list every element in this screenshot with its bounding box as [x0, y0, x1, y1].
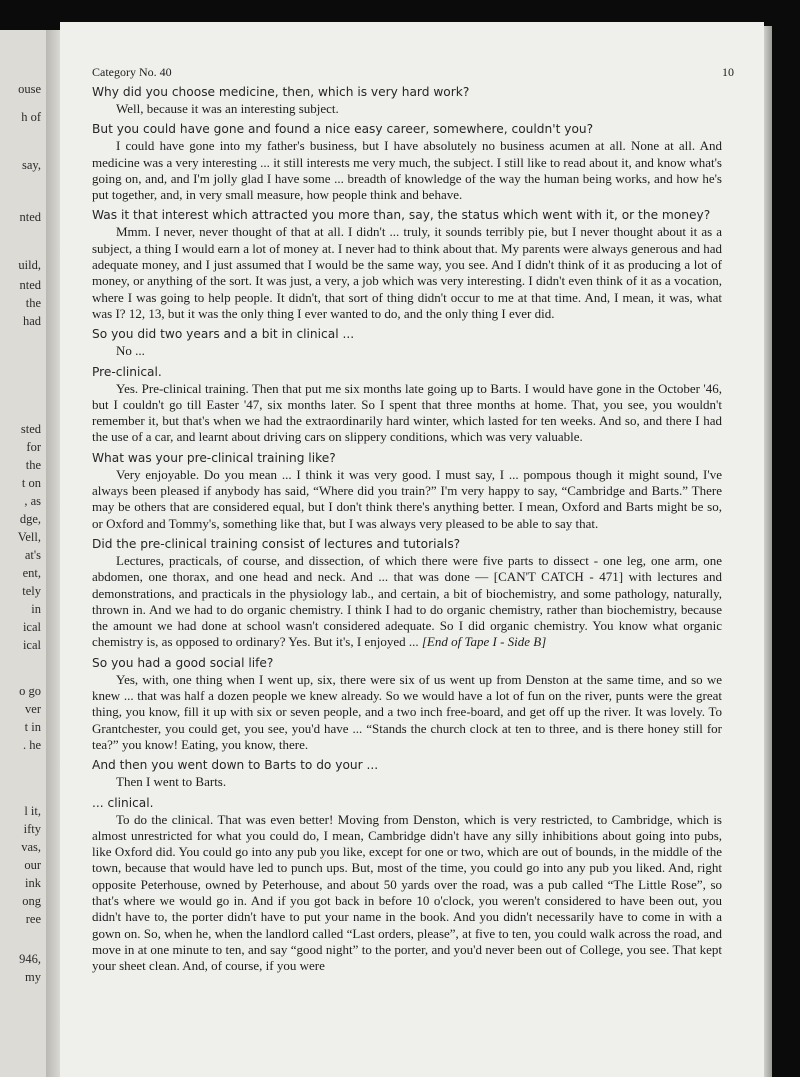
left-page-text-fragment: t on: [21, 476, 41, 490]
interview-answer: [92, 467, 722, 532]
interview-answer: [92, 381, 722, 446]
left-page-text-fragment: vas,: [21, 840, 41, 854]
left-page-text-fragment: o go: [19, 684, 41, 698]
book-gutter: [46, 30, 60, 1077]
answer-text: Then I went to Barts.: [116, 774, 227, 790]
answer-text: No ...: [116, 343, 145, 359]
left-page-text-fragment: ong: [22, 894, 41, 908]
interview-question: [92, 327, 722, 342]
left-page-text-fragment: ifty: [23, 822, 41, 836]
interview-answer: [92, 774, 722, 790]
left-page-text-fragment: . he: [22, 738, 41, 752]
left-page-text-fragment: ree: [25, 912, 41, 926]
question-text: Pre-clinical.: [92, 364, 162, 379]
left-page-text-fragment: 946,: [19, 952, 41, 966]
page-content: [92, 65, 734, 974]
interview-answer: [92, 101, 722, 117]
left-page-text-fragment: at's: [24, 548, 41, 562]
interview-question: [92, 365, 722, 380]
question-text: What was your pre-clinical training like?: [92, 450, 336, 465]
page-edge: [764, 26, 772, 1077]
question-text: Was it that interest which attracted you more than, say, the status which went with it, or the money?: [92, 208, 711, 223]
answer-text: Very enjoyable. Do you mean ... I think it was very good. I must say, I ... pompous though it might sound, I've always been pleased if anybody has said, “Where did you train?” I'm very happy to say, “Cambridge and Barts.” There may be others that are considered equal, but I don't think there's anything better. I mean, Oxford and Barts might be so, or Oxford and Tommy's, something like that, but I was always very pleased to be able to say that.: [92, 466, 722, 531]
left-page-text-fragment: the: [25, 458, 41, 472]
left-page-text-fragment: tely: [22, 584, 41, 598]
page-header: [92, 65, 734, 80]
question-text: But you could have gone and found a nice easy career, somewhere, couldn't you?: [92, 122, 594, 137]
answer-text: Well, because it was an interesting subject.: [116, 101, 339, 116]
left-page-text-fragment: for: [26, 440, 41, 454]
question-text: So you did two years and a bit in clinical ...: [92, 327, 355, 342]
interview-answer: [92, 672, 722, 753]
left-page-text-fragment: say,: [22, 158, 41, 172]
question-text: Did the pre-clinical training consist of lectures and tutorials?: [92, 536, 461, 551]
left-page-text-fragment: uild,: [18, 258, 41, 272]
interview-question: [92, 122, 722, 137]
category-label: Category No. 40: [92, 65, 172, 79]
left-page-text-fragment: ical: [22, 638, 41, 652]
left-page-text-fragment: in: [31, 602, 41, 616]
answer-text: Yes, with, one thing when I went up, six, there were six of us went up from Denston at the same time, and so we knew ... that was half a dozen people we knew already. So we would have a lot of fun on the river, punts were the great thing, you know, fill it up with six or seven people, and a two inch free-board, and get off up the river. It was lovely. To Grantchester, you could get, you see, you'd have ... “Stands the church clock at ten to three, and is there honey still for tea?” you know! Eating, you know, there.: [92, 671, 722, 752]
interview-question: [92, 451, 722, 466]
interview-answer: [92, 553, 722, 651]
question-text: ... clinical.: [92, 795, 154, 810]
left-page-text-fragment: my: [25, 970, 41, 984]
answer-text: I could have gone into my father's business, but I have absolutely no business acumen at all. None at all. And medicine was a very interesting ... it still interests me very much, the subject. I still like to read about it, and know what's going on, and, and I'm jolly glad I have some ... breadth of knowledge of the way the human being works, and how he's put together, and, in very small measure, how people think and behave.: [92, 138, 722, 203]
left-page-text-fragment: had: [22, 314, 41, 328]
transcript-body: [92, 85, 722, 974]
left-page-text-fragment: ver: [25, 702, 41, 716]
interview-question: [92, 796, 722, 811]
interview-question: [92, 208, 722, 223]
interview-answer: [92, 343, 722, 359]
left-page-text-fragment: h of: [21, 110, 41, 124]
question-text: And then you went down to Barts to do your ...: [92, 758, 379, 773]
interview-answer: [92, 138, 722, 203]
interview-answer: [92, 812, 722, 975]
answer-text: Lectures, practicals, of course, and dissection, of which there were five parts to dissect - one leg, one arm, one abdomen, one thorax, and one head and neck. And ... that was done — [CAN'T CATCH - 471] with lectures and demonstrations, and practicals in the physiology lab., and certain, a bit of biochemistry, and some pathology, naturally, thrown in. And we had to do organic chemistry. I think I had to do organic chemistry, rather than biochemistry, because the amount we had done at school wasn't considered adequate. So I did organic chemistry. You know what organic chemistry is, as opposed to ordinary? Yes. But it's, I enjoyed ...: [92, 552, 722, 650]
left-page-text-fragment: ical: [22, 620, 41, 634]
left-facing-page: [0, 30, 46, 1077]
interview-question: [92, 758, 722, 773]
left-page-text-fragment: nted: [19, 210, 41, 224]
interview-answer: [92, 224, 722, 322]
tape-marker: [End of Tape I - Side B]: [421, 634, 547, 650]
left-page-text-fragment: sted: [20, 422, 41, 436]
left-page-text-fragment: , as: [24, 494, 41, 508]
left-page-text-fragment: l it,: [24, 804, 41, 818]
left-page-text-fragment: nted: [19, 278, 41, 292]
left-page-text-fragment: our: [24, 858, 41, 872]
interview-question: [92, 537, 722, 552]
interview-question: [92, 656, 722, 671]
left-page-text-fragment: t in: [24, 720, 41, 734]
question-text: Why did you choose medicine, then, which is very hard work?: [92, 85, 470, 99]
question-text: So you had a good social life?: [92, 655, 274, 670]
answer-text: To do the clinical. That was even better! Moving from Denston, which is very restricted, to Cambridge, which is almost unrestricted for what you could do, I mean, Cambridge didn't have any silly inhibitions about going into pubs, like Oxford did. You could go into any pub you like, except for one or two, which are out of bounds, in the middle of the town, because that would have led to punch ups. But, most of the time, you could go into any pub you liked. And, right opposite Peterhouse, owned by Peterhouse, and about 50 yards over the road, was a pub called “The Little Rose”, so that's where we would go in. And if you got back in before 10 o'clock, you weren't considered to have been out, you didn't have to, the porter didn't have to put your name in the book. And you didn't necessarily have to come in with a gown on. So, when he, when the landlord called “Last orders, please”, at five to ten, you could walk across the road, and move in at one minute to ten, and say “good night” to the porter, and you'd never been out of College, you see. That kept your sheet clean. And, of course, if you were: [92, 811, 722, 974]
interview-question: [92, 85, 722, 100]
left-page-text-fragment: ouse: [18, 82, 41, 96]
left-page-text-fragment: dge,: [19, 512, 41, 526]
left-page-text-fragment: the: [25, 296, 41, 310]
left-page-text-fragment: ent,: [22, 566, 41, 580]
left-page-text-fragment: ink: [25, 876, 41, 890]
answer-text: Yes. Pre-clinical training. Then that put me six months late going up to Barts. I would have gone in the October '46, but I couldn't go till Easter '47, six months later. So I spent that three months at home. That, you see, you wouldn't remember it, but that's when we had the extraordinarily hard winter, which lasted for ten weeks. And so, and there I had the use of a car, and learnt about driving cars on slippery conditions, which was very valuable.: [92, 380, 722, 445]
answer-text: Mmm. I never, never thought of that at all. I didn't ... truly, it sounds terribly pie, but I never thought about it as a subject, a thing I would earn a lot of money at. I never had to think about that. My parents were always generous and had adequate money, and I just assumed that I would be the same way, you see. And I didn't think of it as producing a lot of money, or anything of the sort. It was just, a very, a job which was very interesting. I didn't even think of it as a vocation, where I was going to help people. It didn't, that sort of thing didn't occur to me at that time. And, I mean, it was, what was I? 12, 13, but it was the only thing I ever wanted to do, and the only thing I ever did.: [92, 224, 722, 321]
page-number: 10: [722, 65, 734, 79]
left-page-text-fragment: Vell,: [17, 530, 41, 544]
